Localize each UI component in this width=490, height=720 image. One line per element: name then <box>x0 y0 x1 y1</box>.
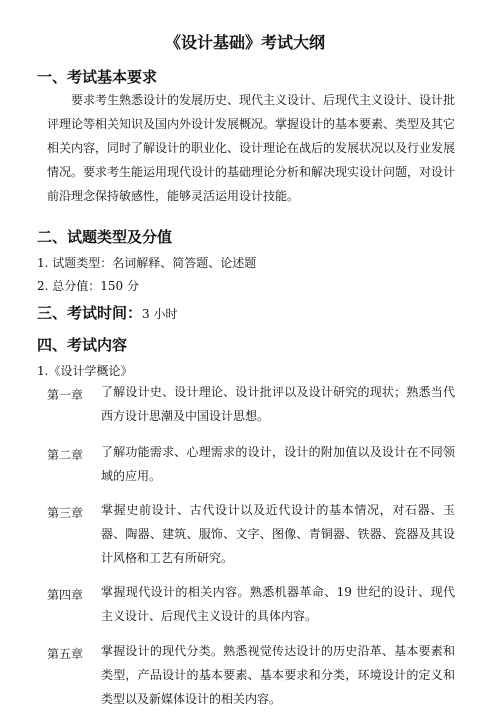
chapter-2-label: 第二章 <box>47 448 84 462</box>
chapter-3-label: 第三章 <box>47 506 84 520</box>
section2-item-score: 2. 总分值：150 分 <box>37 279 139 293</box>
section2-heading: 二、试题类型及分值 <box>37 228 173 246</box>
chapter-5-text: 掌握设计的现代分类。熟悉视觉传达设计的历史沿革、基本要素和类型，产品设计的基本要素、基本要求和分类，环境设计的定义和类型以及新媒体设计的相关内容。 <box>101 644 455 706</box>
section4-heading: 四、考试内容 <box>37 336 128 354</box>
section4-subheading: 1.《设计学概论》 <box>37 364 133 378</box>
chapter-2-text: 了解功能需求、心理需求的设计，设计的附加值以及设计在不同领域的应用。 <box>101 445 455 483</box>
chapter-1-text: 了解设计史、设计理论、设计批评以及设计研究的现状；熟悉当代西方设计思潮及中国设计思想。 <box>101 385 455 423</box>
document-title: 《设计基础》考试大纲 <box>164 33 325 52</box>
chapter-1-label: 第一章 <box>47 388 84 402</box>
section2-item-types: 1. 试题类型：名词解释、简答题、论述题 <box>37 256 257 270</box>
chapter-3-text: 掌握史前设计、古代设计以及近代设计的基本情况，对石器、玉器、陶器、建筑、服饰、文字、图像、青铜器、铁器、瓷器及其设计风格和工艺有所研究。 <box>101 503 455 565</box>
section3-heading-label: 三、考试时间： <box>37 304 143 322</box>
section3-heading <box>37 302 177 323</box>
section1-heading: 一、考试基本要求 <box>37 68 158 86</box>
exam-duration: 3 小时 <box>142 307 178 321</box>
chapter-5-label: 第五章 <box>47 647 84 661</box>
section1-body: 要求考生熟悉设计的发展历史、现代主义设计、后现代主义设计、设计批评理论等相关知识及国内外设计发展概况。掌握设计的基本要素、类型及其它相关内容，同时了解设计的职业化、设计理论在战后的发展状况以及行业发展情况。要求考生能运用现代设计的基础理论分析和解决现实设计问题，对设计前沿理念保持敏感性，能够灵活运用设计技能。 <box>47 93 456 203</box>
chapter-4-text: 掌握现代设计的相关内容。熟悉机器革命、19 世纪的设计、现代主义设计、后现代主义设计的具体内容。 <box>101 585 455 623</box>
chapter-4-label: 第四章 <box>47 588 84 602</box>
